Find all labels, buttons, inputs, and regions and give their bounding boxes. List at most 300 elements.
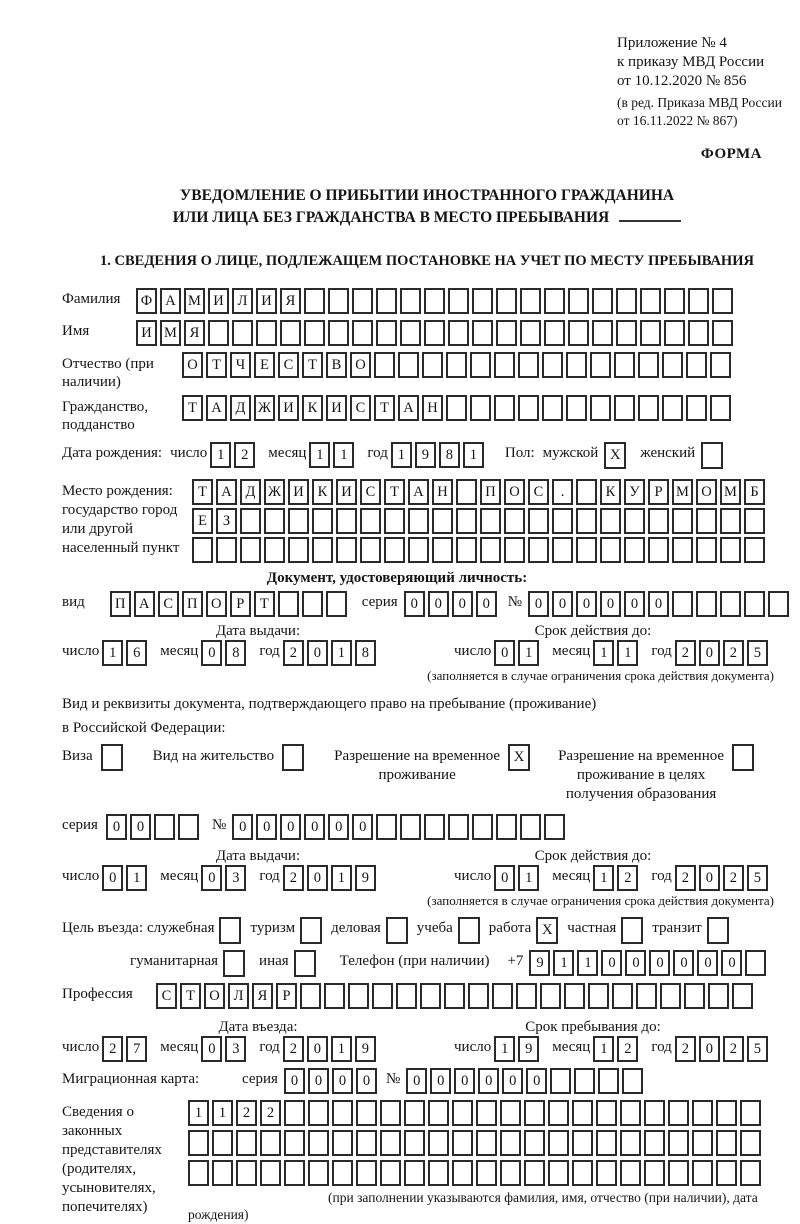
char-cell[interactable] bbox=[720, 591, 741, 617]
char-cell[interactable]: 1 bbox=[331, 640, 352, 666]
char-cell[interactable] bbox=[544, 320, 565, 346]
char-cell[interactable]: Р bbox=[230, 591, 251, 617]
char-cell[interactable] bbox=[668, 1130, 689, 1156]
char-cell[interactable]: 1 bbox=[333, 442, 354, 468]
char-cell[interactable] bbox=[232, 320, 253, 346]
purpose-work-checkbox[interactable]: X bbox=[536, 917, 558, 944]
char-cell[interactable]: О bbox=[350, 352, 371, 378]
char-cell[interactable] bbox=[256, 320, 277, 346]
char-cell[interactable] bbox=[470, 352, 491, 378]
char-cell[interactable] bbox=[524, 1100, 545, 1126]
char-cell[interactable] bbox=[422, 352, 443, 378]
char-cell[interactable] bbox=[348, 983, 369, 1009]
char-cell[interactable] bbox=[476, 1130, 497, 1156]
char-cell[interactable] bbox=[640, 320, 661, 346]
char-cell[interactable]: Н bbox=[432, 479, 453, 505]
char-cell[interactable] bbox=[624, 508, 645, 534]
char-cell[interactable] bbox=[360, 508, 381, 534]
char-cell[interactable]: М bbox=[672, 479, 693, 505]
char-cell[interactable]: 0 bbox=[102, 865, 123, 891]
char-cell[interactable] bbox=[620, 1100, 641, 1126]
char-cell[interactable] bbox=[504, 508, 525, 534]
char-cell[interactable] bbox=[376, 288, 397, 314]
char-cell[interactable] bbox=[312, 537, 333, 563]
char-cell[interactable]: 1 bbox=[577, 950, 598, 976]
char-cell[interactable] bbox=[398, 352, 419, 378]
char-cell[interactable]: С bbox=[528, 479, 549, 505]
char-cell[interactable]: 0 bbox=[648, 591, 669, 617]
char-cell[interactable]: 2 bbox=[617, 865, 638, 891]
char-cell[interactable]: 5 bbox=[747, 1036, 768, 1062]
char-cell[interactable]: 0 bbox=[256, 814, 277, 840]
char-cell[interactable]: Д bbox=[240, 479, 261, 505]
char-cell[interactable] bbox=[308, 1130, 329, 1156]
char-cell[interactable] bbox=[332, 1130, 353, 1156]
char-cell[interactable] bbox=[620, 1130, 641, 1156]
char-cell[interactable] bbox=[720, 537, 741, 563]
char-cell[interactable]: 0 bbox=[201, 865, 222, 891]
char-cell[interactable] bbox=[468, 983, 489, 1009]
char-cell[interactable] bbox=[212, 1160, 233, 1186]
char-cell[interactable] bbox=[452, 1130, 473, 1156]
char-cell[interactable] bbox=[408, 508, 429, 534]
char-cell[interactable]: 0 bbox=[552, 591, 573, 617]
char-cell[interactable]: И bbox=[326, 395, 347, 421]
char-cell[interactable] bbox=[686, 395, 707, 421]
char-cell[interactable]: 0 bbox=[576, 591, 597, 617]
char-cell[interactable] bbox=[154, 814, 175, 840]
char-cell[interactable] bbox=[494, 352, 515, 378]
char-cell[interactable] bbox=[212, 1130, 233, 1156]
char-cell[interactable] bbox=[552, 508, 573, 534]
char-cell[interactable] bbox=[598, 1068, 619, 1094]
char-cell[interactable]: 8 bbox=[439, 442, 460, 468]
char-cell[interactable]: 0 bbox=[106, 814, 127, 840]
char-cell[interactable]: Я bbox=[280, 288, 301, 314]
char-cell[interactable] bbox=[432, 537, 453, 563]
char-cell[interactable] bbox=[360, 537, 381, 563]
char-cell[interactable] bbox=[496, 814, 517, 840]
char-cell[interactable] bbox=[240, 508, 261, 534]
char-cell[interactable]: И bbox=[278, 395, 299, 421]
char-cell[interactable] bbox=[356, 1100, 377, 1126]
char-cell[interactable]: 0 bbox=[478, 1068, 499, 1094]
char-cell[interactable]: 1 bbox=[494, 1036, 515, 1062]
char-cell[interactable] bbox=[664, 288, 685, 314]
char-cell[interactable] bbox=[404, 1160, 425, 1186]
char-cell[interactable] bbox=[288, 537, 309, 563]
char-cell[interactable] bbox=[192, 537, 213, 563]
char-cell[interactable]: К bbox=[600, 479, 621, 505]
char-cell[interactable]: 0 bbox=[307, 640, 328, 666]
char-cell[interactable] bbox=[686, 352, 707, 378]
char-cell[interactable] bbox=[696, 591, 717, 617]
char-cell[interactable]: 1 bbox=[518, 865, 539, 891]
char-cell[interactable] bbox=[516, 983, 537, 1009]
char-cell[interactable]: С bbox=[360, 479, 381, 505]
char-cell[interactable] bbox=[566, 395, 587, 421]
char-cell[interactable] bbox=[552, 537, 573, 563]
char-cell[interactable]: Р bbox=[276, 983, 297, 1009]
char-cell[interactable]: Ж bbox=[264, 479, 285, 505]
char-cell[interactable] bbox=[576, 508, 597, 534]
char-cell[interactable] bbox=[476, 1100, 497, 1126]
char-cell[interactable] bbox=[432, 508, 453, 534]
char-cell[interactable] bbox=[500, 1130, 521, 1156]
char-cell[interactable]: 0 bbox=[201, 640, 222, 666]
char-cell[interactable]: 2 bbox=[102, 1036, 123, 1062]
char-cell[interactable] bbox=[300, 983, 321, 1009]
purpose-private-checkbox[interactable] bbox=[621, 917, 643, 944]
char-cell[interactable] bbox=[616, 288, 637, 314]
char-cell[interactable]: 0 bbox=[699, 640, 720, 666]
char-cell[interactable] bbox=[208, 320, 229, 346]
char-cell[interactable]: 0 bbox=[307, 865, 328, 891]
char-cell[interactable] bbox=[614, 395, 635, 421]
char-cell[interactable] bbox=[278, 591, 299, 617]
char-cell[interactable]: К bbox=[302, 395, 323, 421]
char-cell[interactable]: 2 bbox=[675, 640, 696, 666]
char-cell[interactable] bbox=[288, 508, 309, 534]
purpose-tourism-checkbox[interactable] bbox=[300, 917, 322, 944]
char-cell[interactable] bbox=[548, 1100, 569, 1126]
char-cell[interactable] bbox=[400, 320, 421, 346]
char-cell[interactable]: 1 bbox=[553, 950, 574, 976]
char-cell[interactable]: О bbox=[182, 352, 203, 378]
char-cell[interactable]: У bbox=[624, 479, 645, 505]
char-cell[interactable]: 0 bbox=[699, 865, 720, 891]
char-cell[interactable]: 1 bbox=[126, 865, 147, 891]
char-cell[interactable] bbox=[710, 395, 731, 421]
char-cell[interactable] bbox=[662, 352, 683, 378]
char-cell[interactable]: Т bbox=[254, 591, 275, 617]
char-cell[interactable]: 6 bbox=[126, 640, 147, 666]
char-cell[interactable] bbox=[572, 1130, 593, 1156]
char-cell[interactable]: . bbox=[552, 479, 573, 505]
char-cell[interactable]: 1 bbox=[617, 640, 638, 666]
char-cell[interactable] bbox=[332, 1100, 353, 1126]
char-cell[interactable] bbox=[444, 983, 465, 1009]
char-cell[interactable]: 0 bbox=[625, 950, 646, 976]
char-cell[interactable]: И bbox=[336, 479, 357, 505]
char-cell[interactable] bbox=[336, 508, 357, 534]
char-cell[interactable] bbox=[264, 537, 285, 563]
char-cell[interactable]: Л bbox=[228, 983, 249, 1009]
visa-checkbox[interactable] bbox=[101, 744, 123, 771]
char-cell[interactable]: О bbox=[504, 479, 525, 505]
char-cell[interactable] bbox=[620, 1160, 641, 1186]
char-cell[interactable] bbox=[284, 1160, 305, 1186]
char-cell[interactable] bbox=[616, 320, 637, 346]
char-cell[interactable] bbox=[544, 814, 565, 840]
char-cell[interactable] bbox=[520, 320, 541, 346]
char-cell[interactable] bbox=[480, 537, 501, 563]
sex-male-checkbox[interactable]: X bbox=[604, 442, 626, 469]
char-cell[interactable] bbox=[684, 983, 705, 1009]
char-cell[interactable] bbox=[622, 1068, 643, 1094]
char-cell[interactable]: З bbox=[216, 508, 237, 534]
char-cell[interactable]: 0 bbox=[304, 814, 325, 840]
char-cell[interactable] bbox=[542, 352, 563, 378]
char-cell[interactable] bbox=[596, 1160, 617, 1186]
char-cell[interactable]: 9 bbox=[355, 865, 376, 891]
char-cell[interactable] bbox=[304, 288, 325, 314]
char-cell[interactable] bbox=[328, 288, 349, 314]
char-cell[interactable] bbox=[472, 288, 493, 314]
char-cell[interactable]: Я bbox=[252, 983, 273, 1009]
char-cell[interactable]: 2 bbox=[675, 865, 696, 891]
char-cell[interactable] bbox=[332, 1160, 353, 1186]
char-cell[interactable] bbox=[716, 1160, 737, 1186]
char-cell[interactable]: 3 bbox=[225, 1036, 246, 1062]
char-cell[interactable]: 0 bbox=[328, 814, 349, 840]
char-cell[interactable]: 0 bbox=[649, 950, 670, 976]
char-cell[interactable]: 0 bbox=[356, 1068, 377, 1094]
char-cell[interactable]: Ч bbox=[230, 352, 251, 378]
char-cell[interactable]: Т bbox=[192, 479, 213, 505]
char-cell[interactable]: О bbox=[696, 479, 717, 505]
char-cell[interactable]: 2 bbox=[617, 1036, 638, 1062]
char-cell[interactable]: 1 bbox=[331, 865, 352, 891]
char-cell[interactable]: 0 bbox=[600, 591, 621, 617]
char-cell[interactable]: С bbox=[158, 591, 179, 617]
char-cell[interactable] bbox=[446, 395, 467, 421]
char-cell[interactable] bbox=[356, 1130, 377, 1156]
char-cell[interactable]: А bbox=[216, 479, 237, 505]
char-cell[interactable] bbox=[550, 1068, 571, 1094]
char-cell[interactable] bbox=[446, 352, 467, 378]
char-cell[interactable] bbox=[740, 1160, 761, 1186]
char-cell[interactable]: 1 bbox=[212, 1100, 233, 1126]
char-cell[interactable] bbox=[576, 479, 597, 505]
char-cell[interactable]: 0 bbox=[130, 814, 151, 840]
char-cell[interactable] bbox=[590, 395, 611, 421]
char-cell[interactable]: 9 bbox=[415, 442, 436, 468]
char-cell[interactable] bbox=[400, 814, 421, 840]
char-cell[interactable] bbox=[280, 320, 301, 346]
char-cell[interactable]: 1 bbox=[210, 442, 231, 468]
char-cell[interactable]: 8 bbox=[355, 640, 376, 666]
char-cell[interactable]: Т bbox=[182, 395, 203, 421]
char-cell[interactable] bbox=[544, 288, 565, 314]
char-cell[interactable]: 0 bbox=[352, 814, 373, 840]
purpose-study-checkbox[interactable] bbox=[458, 917, 480, 944]
char-cell[interactable]: 9 bbox=[518, 1036, 539, 1062]
char-cell[interactable] bbox=[644, 1160, 665, 1186]
char-cell[interactable]: И bbox=[256, 288, 277, 314]
char-cell[interactable] bbox=[324, 983, 345, 1009]
char-cell[interactable]: 2 bbox=[234, 442, 255, 468]
char-cell[interactable]: 2 bbox=[675, 1036, 696, 1062]
char-cell[interactable]: 0 bbox=[528, 591, 549, 617]
char-cell[interactable] bbox=[672, 508, 693, 534]
char-cell[interactable] bbox=[688, 320, 709, 346]
char-cell[interactable] bbox=[352, 288, 373, 314]
char-cell[interactable] bbox=[452, 1100, 473, 1126]
char-cell[interactable] bbox=[740, 1100, 761, 1126]
char-cell[interactable]: Ж bbox=[254, 395, 275, 421]
char-cell[interactable] bbox=[564, 983, 585, 1009]
char-cell[interactable]: 2 bbox=[260, 1100, 281, 1126]
char-cell[interactable]: Л bbox=[232, 288, 253, 314]
char-cell[interactable]: 0 bbox=[454, 1068, 475, 1094]
char-cell[interactable] bbox=[326, 591, 347, 617]
char-cell[interactable] bbox=[712, 288, 733, 314]
char-cell[interactable] bbox=[380, 1130, 401, 1156]
char-cell[interactable]: И bbox=[136, 320, 157, 346]
char-cell[interactable] bbox=[396, 983, 417, 1009]
char-cell[interactable]: 1 bbox=[102, 640, 123, 666]
char-cell[interactable]: 1 bbox=[188, 1100, 209, 1126]
char-cell[interactable]: 2 bbox=[283, 865, 304, 891]
char-cell[interactable]: 2 bbox=[236, 1100, 257, 1126]
char-cell[interactable]: 0 bbox=[502, 1068, 523, 1094]
char-cell[interactable] bbox=[644, 1100, 665, 1126]
char-cell[interactable] bbox=[188, 1160, 209, 1186]
char-cell[interactable] bbox=[448, 320, 469, 346]
char-cell[interactable]: К bbox=[312, 479, 333, 505]
char-cell[interactable]: 0 bbox=[494, 865, 515, 891]
char-cell[interactable] bbox=[624, 537, 645, 563]
char-cell[interactable]: Т bbox=[384, 479, 405, 505]
char-cell[interactable] bbox=[672, 537, 693, 563]
char-cell[interactable] bbox=[524, 1160, 545, 1186]
char-cell[interactable] bbox=[660, 983, 681, 1009]
char-cell[interactable] bbox=[692, 1130, 713, 1156]
char-cell[interactable] bbox=[376, 814, 397, 840]
char-cell[interactable] bbox=[284, 1100, 305, 1126]
char-cell[interactable] bbox=[692, 1160, 713, 1186]
purpose-other-checkbox[interactable] bbox=[294, 950, 316, 977]
purpose-humanitarian-checkbox[interactable] bbox=[223, 950, 245, 977]
char-cell[interactable] bbox=[236, 1130, 257, 1156]
residence-permit-checkbox[interactable] bbox=[282, 744, 304, 771]
char-cell[interactable] bbox=[542, 395, 563, 421]
char-cell[interactable] bbox=[592, 288, 613, 314]
char-cell[interactable] bbox=[302, 591, 323, 617]
char-cell[interactable] bbox=[448, 814, 469, 840]
char-cell[interactable] bbox=[740, 1130, 761, 1156]
char-cell[interactable]: П bbox=[110, 591, 131, 617]
char-cell[interactable] bbox=[696, 537, 717, 563]
char-cell[interactable] bbox=[504, 537, 525, 563]
char-cell[interactable]: 0 bbox=[280, 814, 301, 840]
char-cell[interactable]: 0 bbox=[526, 1068, 547, 1094]
char-cell[interactable]: М bbox=[184, 288, 205, 314]
char-cell[interactable] bbox=[540, 983, 561, 1009]
char-cell[interactable]: 1 bbox=[331, 1036, 352, 1062]
char-cell[interactable] bbox=[496, 288, 517, 314]
char-cell[interactable] bbox=[768, 591, 789, 617]
char-cell[interactable] bbox=[380, 1160, 401, 1186]
char-cell[interactable] bbox=[424, 320, 445, 346]
char-cell[interactable]: 1 bbox=[518, 640, 539, 666]
char-cell[interactable]: А bbox=[206, 395, 227, 421]
purpose-business-checkbox[interactable] bbox=[386, 917, 408, 944]
char-cell[interactable] bbox=[716, 1130, 737, 1156]
char-cell[interactable] bbox=[472, 814, 493, 840]
char-cell[interactable]: Р bbox=[648, 479, 669, 505]
char-cell[interactable] bbox=[520, 288, 541, 314]
char-cell[interactable]: 0 bbox=[406, 1068, 427, 1094]
char-cell[interactable] bbox=[374, 352, 395, 378]
char-cell[interactable] bbox=[496, 320, 517, 346]
char-cell[interactable] bbox=[308, 1100, 329, 1126]
char-cell[interactable] bbox=[548, 1160, 569, 1186]
char-cell[interactable] bbox=[456, 508, 477, 534]
char-cell[interactable] bbox=[708, 983, 729, 1009]
char-cell[interactable]: Т bbox=[180, 983, 201, 1009]
char-cell[interactable]: О bbox=[204, 983, 225, 1009]
char-cell[interactable] bbox=[264, 508, 285, 534]
char-cell[interactable]: С bbox=[156, 983, 177, 1009]
char-cell[interactable]: 1 bbox=[593, 1036, 614, 1062]
char-cell[interactable]: Е bbox=[192, 508, 213, 534]
char-cell[interactable] bbox=[424, 288, 445, 314]
char-cell[interactable] bbox=[404, 1100, 425, 1126]
char-cell[interactable] bbox=[528, 508, 549, 534]
purpose-transit-checkbox[interactable] bbox=[707, 917, 729, 944]
char-cell[interactable] bbox=[452, 1160, 473, 1186]
char-cell[interactable] bbox=[745, 950, 766, 976]
char-cell[interactable] bbox=[716, 1100, 737, 1126]
char-cell[interactable]: 2 bbox=[283, 640, 304, 666]
char-cell[interactable]: 0 bbox=[452, 591, 473, 617]
char-cell[interactable] bbox=[744, 537, 765, 563]
char-cell[interactable] bbox=[710, 352, 731, 378]
char-cell[interactable] bbox=[400, 288, 421, 314]
char-cell[interactable] bbox=[668, 1100, 689, 1126]
char-cell[interactable]: 0 bbox=[430, 1068, 451, 1094]
char-cell[interactable]: 9 bbox=[529, 950, 550, 976]
char-cell[interactable] bbox=[648, 537, 669, 563]
char-cell[interactable] bbox=[744, 591, 765, 617]
char-cell[interactable] bbox=[408, 537, 429, 563]
char-cell[interactable] bbox=[528, 537, 549, 563]
sex-female-checkbox[interactable] bbox=[701, 442, 723, 469]
char-cell[interactable] bbox=[548, 1130, 569, 1156]
char-cell[interactable] bbox=[518, 395, 539, 421]
char-cell[interactable]: М bbox=[160, 320, 181, 346]
char-cell[interactable]: 0 bbox=[201, 1036, 222, 1062]
char-cell[interactable] bbox=[568, 320, 589, 346]
char-cell[interactable] bbox=[500, 1160, 521, 1186]
char-cell[interactable] bbox=[472, 320, 493, 346]
char-cell[interactable]: М bbox=[720, 479, 741, 505]
char-cell[interactable] bbox=[178, 814, 199, 840]
temp-residence-checkbox[interactable]: X bbox=[508, 744, 530, 771]
char-cell[interactable] bbox=[494, 395, 515, 421]
char-cell[interactable] bbox=[336, 537, 357, 563]
char-cell[interactable]: 0 bbox=[232, 814, 253, 840]
char-cell[interactable]: С bbox=[278, 352, 299, 378]
char-cell[interactable] bbox=[732, 983, 753, 1009]
char-cell[interactable]: 0 bbox=[697, 950, 718, 976]
char-cell[interactable] bbox=[308, 1160, 329, 1186]
char-cell[interactable] bbox=[614, 352, 635, 378]
char-cell[interactable]: 0 bbox=[494, 640, 515, 666]
char-cell[interactable] bbox=[600, 537, 621, 563]
char-cell[interactable] bbox=[576, 537, 597, 563]
char-cell[interactable] bbox=[372, 983, 393, 1009]
char-cell[interactable] bbox=[592, 320, 613, 346]
char-cell[interactable] bbox=[480, 508, 501, 534]
char-cell[interactable] bbox=[662, 395, 683, 421]
char-cell[interactable] bbox=[692, 1100, 713, 1126]
char-cell[interactable] bbox=[476, 1160, 497, 1186]
char-cell[interactable]: 2 bbox=[283, 1036, 304, 1062]
char-cell[interactable]: Ф bbox=[136, 288, 157, 314]
